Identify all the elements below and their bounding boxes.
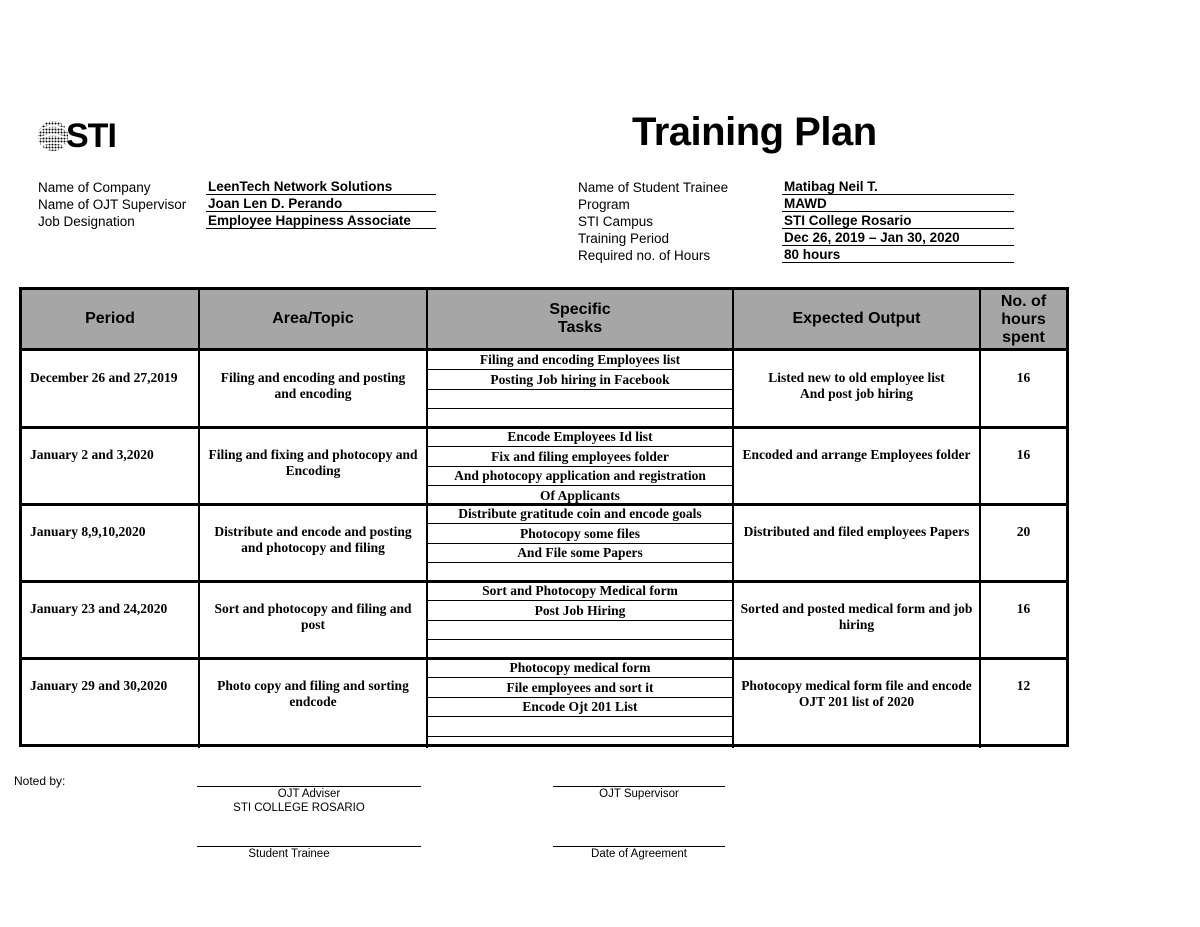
hours-value: 16 (1016, 601, 1031, 616)
required-hours-label: Required no. of Hours (578, 248, 711, 263)
output-cell (734, 428, 981, 505)
header-output-label: Expected Output (792, 310, 921, 327)
area-text (204, 601, 422, 633)
output-line-2: OJT 201 list of 2020 (798, 694, 915, 709)
period-text: January 23 and 24,2020 (30, 601, 168, 616)
period-cell (22, 582, 200, 659)
area-text (204, 447, 422, 479)
job-designation-value: Employee Happiness Associate (206, 213, 436, 229)
area-text (204, 678, 422, 710)
training-period-row (578, 230, 1018, 247)
task-item (428, 737, 732, 756)
output-line-1: Distributed and filed employees Papers (743, 524, 970, 539)
campus-row (578, 213, 1018, 230)
hours-value: 20 (1016, 524, 1031, 539)
area-line-1: Photo copy and filing and sorting (217, 678, 409, 693)
globe-icon (36, 116, 70, 156)
output-line-1: Sorted and posted medical form and job (740, 601, 973, 616)
output-line-1: Encoded and arrange Employees folder (742, 447, 971, 462)
output-line-2: And post job hiring (800, 386, 913, 401)
area-line-2: post (300, 617, 325, 632)
campus-value: STI College Rosario (782, 213, 1014, 229)
hours-cell (981, 505, 1066, 582)
area-line-1: Filing and fixing and photocopy and (208, 447, 418, 462)
area-text (204, 524, 422, 556)
area-cell (200, 428, 428, 505)
task-item: Of Applicants (540, 487, 620, 503)
area-line-2: endcode (289, 694, 337, 709)
hours-cell (981, 659, 1066, 748)
campus-label: STI Campus (578, 214, 654, 229)
tasks-cell (428, 505, 734, 582)
sti-logo (36, 116, 136, 156)
training-period-value: Dec 26, 2019 – Jan 30, 2020 (782, 230, 1014, 246)
supervisor-row (38, 196, 458, 213)
hours-cell (981, 351, 1066, 428)
supervisor-value: Joan Len D. Perando (206, 196, 436, 212)
ojt-adviser-signature (197, 786, 421, 815)
output-line-2: hiring (838, 617, 875, 632)
trainee-info (578, 179, 1018, 264)
output-cell (734, 505, 981, 582)
table-row (22, 351, 1066, 428)
student-trainee-label: Student Trainee (248, 848, 330, 860)
output-line-1: Listed new to old employee list (768, 370, 945, 385)
period-cell (22, 351, 200, 428)
task-item: Fix and filing employees folder (428, 448, 732, 467)
hours-value: 16 (1016, 370, 1031, 385)
header-tasks-line2: Tasks (557, 319, 603, 336)
table-row (22, 582, 1066, 659)
job-designation-row (38, 213, 458, 230)
program-row (578, 196, 1018, 213)
logo-text: STI (66, 117, 116, 155)
hours-value: 12 (1016, 678, 1031, 693)
header-tasks (428, 290, 734, 348)
period-cell (22, 428, 200, 505)
output-line-1: Photocopy medical form file and encode (741, 678, 972, 693)
output-cell (734, 659, 981, 748)
header-hours-line1: No. of (1000, 293, 1047, 310)
area-line-1: Distribute and encode and posting (214, 524, 412, 539)
task-item: File employees and sort it (428, 679, 732, 698)
header-tasks-line1: Specific (549, 301, 611, 318)
area-line-2: and encoding (274, 386, 352, 401)
task-item: Posting Job hiring in Facebook (428, 371, 732, 390)
task-item (428, 621, 732, 640)
header-area-label: Area/Topic (272, 310, 354, 327)
required-hours-value: 80 hours (782, 247, 1014, 263)
task-item: And File some Papers (428, 544, 732, 563)
task-item: Sort and Photocopy Medical form (428, 582, 732, 601)
ojt-adviser-label: OJT Adviser (277, 788, 341, 800)
noted-by-label: Noted by: (14, 774, 66, 788)
tasks-cell (428, 351, 734, 428)
area-cell (200, 659, 428, 748)
task-item: Encode Ojt 201 List (428, 698, 732, 717)
company-info (38, 179, 458, 230)
area-cell (200, 351, 428, 428)
output-text (736, 524, 977, 540)
row-separator (22, 426, 1066, 429)
task-item: And photocopy application and registration (428, 467, 732, 486)
task-item: Post Job Hiring (428, 602, 732, 621)
period-text: December 26 and 27,2019 (30, 370, 178, 385)
date-of-agreement-signature (553, 846, 725, 861)
trainee-name-value: Matibag Neil T. (782, 179, 1014, 195)
row-separator (22, 503, 1066, 506)
student-trainee-signature (197, 846, 421, 861)
company-name-label: Name of Company (38, 180, 151, 195)
task-item (428, 390, 732, 409)
training-plan-table (19, 287, 1069, 747)
school-label: STI COLLEGE ROSARIO (233, 802, 365, 814)
task-item (428, 718, 732, 737)
table-header (22, 290, 1066, 351)
output-text (736, 601, 977, 633)
task-item: Photocopy medical form (428, 659, 732, 678)
period-text: January 2 and 3,2020 (30, 447, 154, 462)
area-line-1: Filing and encoding and posting (220, 370, 406, 385)
period-cell (22, 659, 200, 748)
task-item: Distribute gratitude coin and encode goals (428, 505, 732, 524)
date-of-agreement-label: Date of Agreement (591, 848, 687, 860)
area-text (204, 370, 422, 402)
tasks-cell (428, 582, 734, 659)
ojt-supervisor-signature (553, 786, 725, 801)
area-line-2: Encoding (285, 463, 341, 478)
period-cell (22, 505, 200, 582)
supervisor-label: Name of OJT Supervisor (38, 197, 187, 212)
header-hours-line3: spent (1002, 329, 1045, 346)
area-line-1: Sort and photocopy and filing and (214, 601, 412, 616)
area-cell (200, 505, 428, 582)
period-text: January 29 and 30,2020 (30, 678, 168, 693)
hours-cell (981, 428, 1066, 505)
company-name-value: LeenTech Network Solutions (206, 179, 436, 195)
output-text (736, 370, 977, 402)
row-separator (22, 580, 1066, 583)
period-text: January 8,9,10,2020 (30, 524, 146, 539)
output-text (736, 678, 977, 710)
area-cell (200, 582, 428, 659)
ojt-supervisor-label: OJT Supervisor (599, 788, 679, 800)
hours-cell (981, 582, 1066, 659)
company-name-row (38, 179, 458, 196)
hours-value: 16 (1016, 447, 1031, 462)
program-label: Program (578, 197, 630, 212)
task-item: Filing and encoding Employees list (428, 351, 732, 370)
header-hours (981, 290, 1066, 348)
trainee-name-row (578, 179, 1018, 196)
job-designation-label: Job Designation (38, 214, 135, 229)
header-period: Period (22, 290, 200, 348)
output-cell (734, 351, 981, 428)
task-item: Photocopy some files (428, 525, 732, 544)
output-text (736, 447, 977, 463)
training-period-label: Training Period (578, 231, 670, 246)
page-title: Training Plan (632, 110, 877, 154)
tasks-cell (428, 428, 734, 505)
table-row (22, 659, 1066, 748)
required-hours-row (578, 247, 1018, 264)
output-cell (734, 582, 981, 659)
header-output (734, 290, 981, 348)
table-row (22, 505, 1066, 582)
header-area (200, 290, 428, 348)
table-row (22, 428, 1066, 505)
program-value: MAWD (782, 196, 1014, 212)
trainee-name-label: Name of Student Trainee (578, 180, 729, 195)
task-item: Encode Employees Id list (428, 428, 732, 447)
area-line-2: and photocopy and filing (241, 540, 385, 555)
row-separator (22, 657, 1066, 660)
header-hours-line2: hours (1001, 311, 1046, 328)
tasks-cell (428, 659, 734, 748)
